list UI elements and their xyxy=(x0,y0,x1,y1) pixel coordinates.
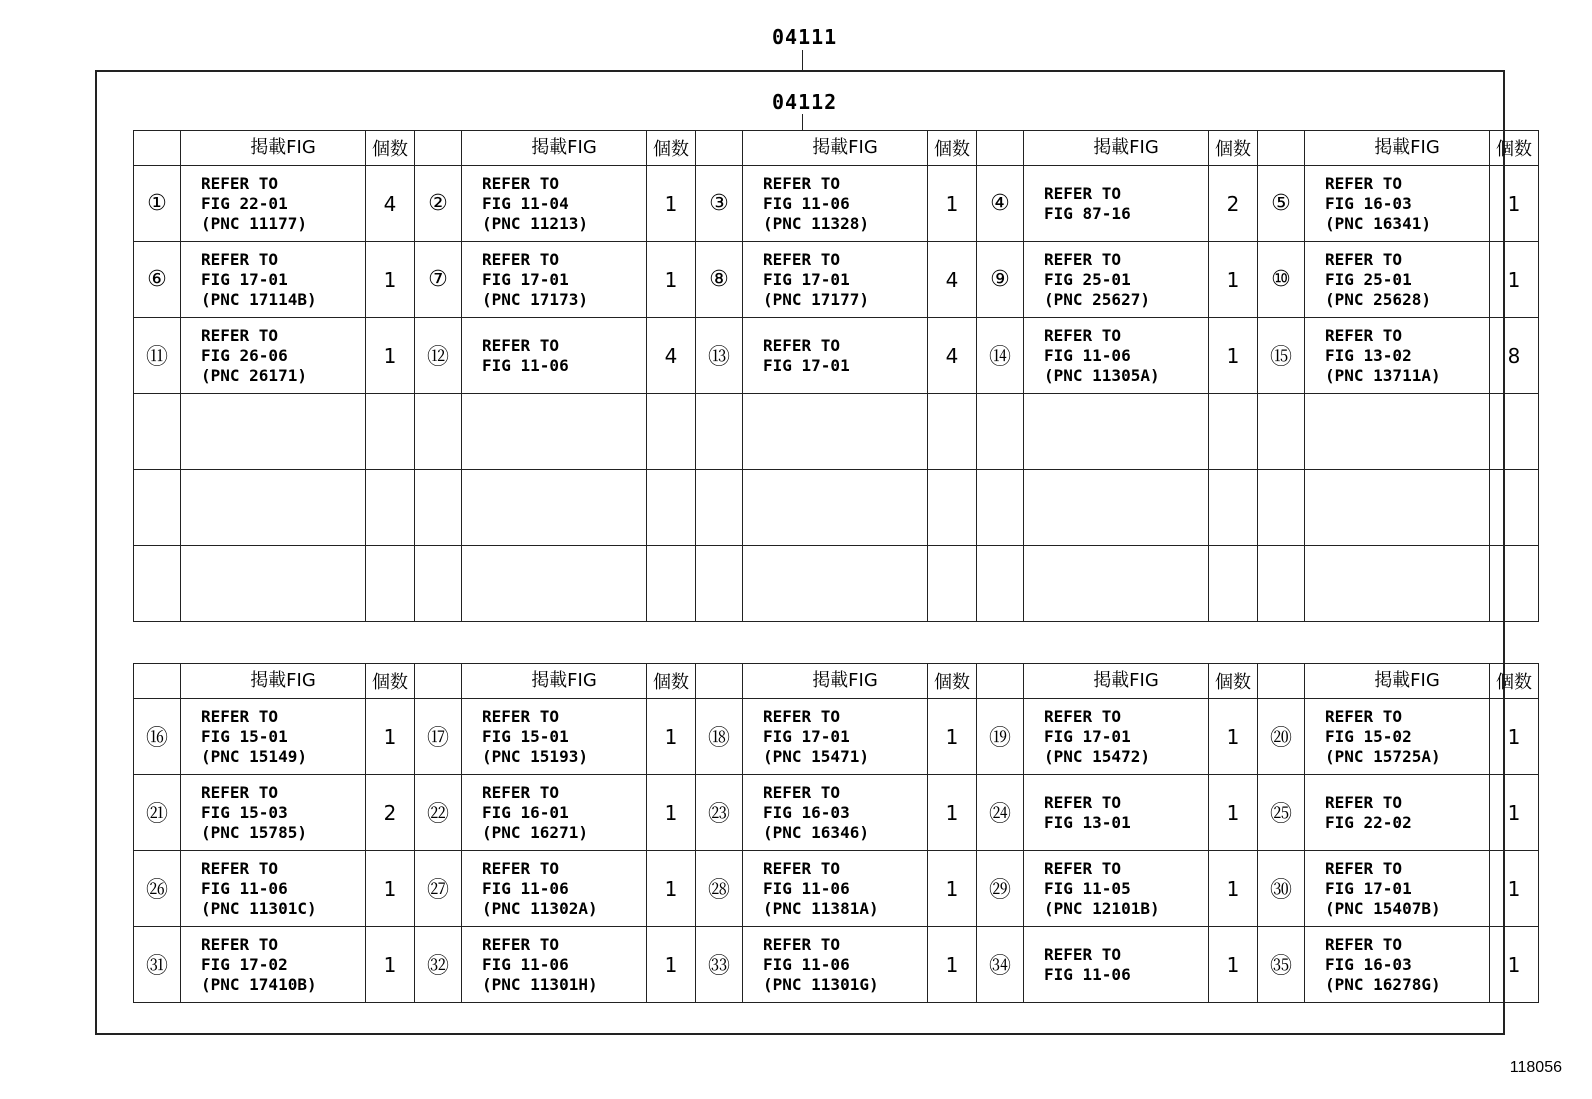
quantity: 1 xyxy=(1490,851,1539,927)
header-fig: 掲載FIG xyxy=(743,131,928,166)
quantity: 1 xyxy=(366,699,415,775)
figure-reference[interactable] xyxy=(1305,927,1490,1003)
header-num-cell xyxy=(1258,664,1305,699)
header-qty: 個数 xyxy=(1490,131,1539,166)
figure-reference-line: REFER TO xyxy=(201,934,279,954)
parts-reference-table-1 xyxy=(133,130,1539,622)
empty-cell xyxy=(647,470,696,546)
callout-number: ㉜ xyxy=(415,927,462,1003)
figure-reference-line: FIG 15-03 xyxy=(201,802,288,822)
figure-reference[interactable] xyxy=(743,927,928,1003)
quantity: 4 xyxy=(928,242,977,318)
header-qty: 個数 xyxy=(928,664,977,699)
header-qty: 個数 xyxy=(647,131,696,166)
empty-cell xyxy=(462,470,647,546)
figure-reference-line: (PNC 11302A) xyxy=(482,898,598,918)
empty-row xyxy=(134,546,1539,622)
header-num-cell xyxy=(134,131,181,166)
figure-reference-line: REFER TO xyxy=(763,858,841,878)
figure-reference-line: (PNC 25628) xyxy=(1325,289,1431,309)
callout-number: ⑤ xyxy=(1258,166,1305,242)
figure-reference-line: FIG 11-06 xyxy=(482,878,569,898)
quantity: 2 xyxy=(366,775,415,851)
figure-reference-line: REFER TO xyxy=(763,782,841,802)
figure-reference-line: REFER TO xyxy=(482,335,560,355)
figure-reference-line: FIG 13-01 xyxy=(1044,812,1131,832)
figure-reference[interactable] xyxy=(743,699,928,775)
empty-cell xyxy=(366,394,415,470)
figure-reference[interactable] xyxy=(181,318,366,394)
header-qty: 個数 xyxy=(647,664,696,699)
header-qty: 個数 xyxy=(366,664,415,699)
callout-number: ① xyxy=(134,166,181,242)
figure-reference-line: REFER TO xyxy=(1325,325,1403,345)
figure-reference-line: REFER TO xyxy=(1044,325,1122,345)
figure-reference-line: (PNC 26171) xyxy=(201,365,307,385)
figure-reference-line: (PNC 17177) xyxy=(763,289,869,309)
callout-number: ㉖ xyxy=(134,851,181,927)
figure-reference-line: REFER TO xyxy=(201,782,279,802)
figure-reference-line: FIG 17-01 xyxy=(763,726,850,746)
empty-cell xyxy=(134,394,181,470)
empty-cell xyxy=(415,470,462,546)
figure-reference-line: (PNC 15785) xyxy=(201,822,307,842)
header-qty: 個数 xyxy=(1490,664,1539,699)
quantity: 8 xyxy=(1490,318,1539,394)
figure-reference[interactable] xyxy=(462,242,647,318)
header-fig: 掲載FIG xyxy=(462,131,647,166)
callout-number: ㉚ xyxy=(1258,851,1305,927)
quantity: 1 xyxy=(1490,242,1539,318)
table-row xyxy=(134,851,1539,927)
figure-reference-line: (PNC 13711A) xyxy=(1325,365,1441,385)
quantity: 1 xyxy=(366,927,415,1003)
empty-cell xyxy=(1490,394,1539,470)
figure-reference-line: REFER TO xyxy=(1044,944,1122,964)
header-fig: 掲載FIG xyxy=(462,664,647,699)
figure-reference-line: FIG 22-02 xyxy=(1325,812,1412,832)
callout-number: ⑪ xyxy=(134,318,181,394)
empty-cell xyxy=(181,394,366,470)
callout-number: ㉔ xyxy=(977,775,1024,851)
quantity: 1 xyxy=(928,166,977,242)
figure-reference[interactable] xyxy=(1305,166,1490,242)
empty-cell xyxy=(1258,546,1305,622)
callout-number: ⑰ xyxy=(415,699,462,775)
figure-reference[interactable] xyxy=(181,166,366,242)
table-row xyxy=(134,927,1539,1003)
empty-cell xyxy=(1209,546,1258,622)
figure-reference-line: (PNC 16278G) xyxy=(1325,974,1441,994)
empty-cell xyxy=(1490,546,1539,622)
quantity: 1 xyxy=(366,851,415,927)
header-num-cell xyxy=(696,664,743,699)
figure-reference-line: REFER TO xyxy=(1325,934,1403,954)
empty-cell xyxy=(1209,394,1258,470)
figure-reference[interactable] xyxy=(462,851,647,927)
callout-number: ㉒ xyxy=(415,775,462,851)
figure-reference-line: (PNC 17410B) xyxy=(201,974,317,994)
quantity: 1 xyxy=(1209,927,1258,1003)
figure-reference-line: FIG 11-06 xyxy=(1044,964,1131,984)
inner-leader-line xyxy=(802,114,803,130)
quantity: 1 xyxy=(1490,927,1539,1003)
callout-number: ㉗ xyxy=(415,851,462,927)
figure-reference-line: (PNC 11213) xyxy=(482,213,588,233)
callout-number: ⑳ xyxy=(1258,699,1305,775)
figure-reference-line: (PNC 17114B) xyxy=(201,289,317,309)
figure-reference-line: REFER TO xyxy=(482,249,560,269)
figure-reference-line: FIG 17-01 xyxy=(763,355,850,375)
figure-reference-line: (PNC 15407B) xyxy=(1325,898,1441,918)
figure-reference[interactable] xyxy=(1305,775,1490,851)
figure-reference[interactable] xyxy=(1024,775,1209,851)
figure-reference[interactable] xyxy=(462,699,647,775)
figure-reference-line: (PNC 11381A) xyxy=(763,898,879,918)
callout-number: ⑱ xyxy=(696,699,743,775)
table-row xyxy=(134,775,1539,851)
figure-reference-line: REFER TO xyxy=(201,249,279,269)
figure-reference-line: (PNC 16346) xyxy=(763,822,869,842)
header-qty: 個数 xyxy=(366,131,415,166)
figure-reference-line: FIG 16-03 xyxy=(763,802,850,822)
callout-number: ⑦ xyxy=(415,242,462,318)
figure-reference[interactable] xyxy=(743,775,928,851)
empty-cell xyxy=(1305,546,1490,622)
figure-reference-line: FIG 17-01 xyxy=(482,269,569,289)
figure-reference-line: REFER TO xyxy=(1044,792,1122,812)
figure-reference[interactable] xyxy=(1024,318,1209,394)
quantity: 4 xyxy=(647,318,696,394)
header-fig: 掲載FIG xyxy=(181,131,366,166)
empty-cell xyxy=(1305,394,1490,470)
quantity: 4 xyxy=(928,318,977,394)
figure-reference-line: (PNC 11328) xyxy=(763,213,869,233)
callout-number: ③ xyxy=(696,166,743,242)
figure-reference-line: REFER TO xyxy=(1044,183,1122,203)
quantity: 1 xyxy=(647,166,696,242)
figure-reference[interactable] xyxy=(1305,242,1490,318)
quantity: 1 xyxy=(928,851,977,927)
figure-reference[interactable] xyxy=(743,242,928,318)
figure-reference-line: FIG 13-02 xyxy=(1325,345,1412,365)
header-row xyxy=(134,131,1539,166)
empty-cell xyxy=(1305,470,1490,546)
quantity: 1 xyxy=(1209,242,1258,318)
empty-cell xyxy=(743,546,928,622)
quantity: 1 xyxy=(1209,851,1258,927)
empty-cell xyxy=(977,394,1024,470)
figure-reference-line: FIG 11-05 xyxy=(1044,878,1131,898)
empty-cell xyxy=(928,546,977,622)
figure-reference[interactable] xyxy=(181,699,366,775)
figure-reference-line: REFER TO xyxy=(1325,706,1403,726)
empty-cell xyxy=(977,546,1024,622)
figure-reference[interactable] xyxy=(743,166,928,242)
figure-reference-line: REFER TO xyxy=(1325,173,1403,193)
empty-cell xyxy=(696,470,743,546)
figure-reference[interactable] xyxy=(743,318,928,394)
figure-reference-line: FIG 26-06 xyxy=(201,345,288,365)
empty-cell xyxy=(134,470,181,546)
empty-cell xyxy=(743,470,928,546)
figure-reference-line: (PNC 12101B) xyxy=(1044,898,1160,918)
callout-number: ㉓ xyxy=(696,775,743,851)
figure-reference-line: FIG 16-03 xyxy=(1325,193,1412,213)
figure-reference-line: FIG 25-01 xyxy=(1044,269,1131,289)
header-num-cell xyxy=(977,131,1024,166)
figure-reference-line: FIG 11-06 xyxy=(1044,345,1131,365)
inner-assembly-label: 04112 xyxy=(772,90,838,114)
header-fig: 掲載FIG xyxy=(1024,131,1209,166)
header-num-cell xyxy=(696,131,743,166)
figure-reference-line: REFER TO xyxy=(482,782,560,802)
figure-reference-line: FIG 15-02 xyxy=(1325,726,1412,746)
illustration-id: 118056 xyxy=(1509,1059,1562,1076)
figure-reference-line: FIG 11-06 xyxy=(763,193,850,213)
quantity: 4 xyxy=(366,166,415,242)
header-fig: 掲載FIG xyxy=(181,664,366,699)
empty-cell xyxy=(1024,546,1209,622)
empty-cell xyxy=(415,394,462,470)
figure-reference-line: FIG 11-06 xyxy=(201,878,288,898)
figure-reference-line: REFER TO xyxy=(482,173,560,193)
figure-reference-line: (PNC 15471) xyxy=(763,746,869,766)
quantity: 1 xyxy=(1490,775,1539,851)
figure-reference-line: REFER TO xyxy=(201,858,279,878)
figure-reference-line: FIG 22-01 xyxy=(201,193,288,213)
header-fig: 掲載FIG xyxy=(1305,131,1490,166)
figure-reference-line: (PNC 17173) xyxy=(482,289,588,309)
figure-reference-line: FIG 17-01 xyxy=(1044,726,1131,746)
empty-cell xyxy=(696,394,743,470)
header-num-cell xyxy=(134,664,181,699)
figure-reference-line: FIG 11-06 xyxy=(763,954,850,974)
table-row xyxy=(134,166,1539,242)
empty-cell xyxy=(743,394,928,470)
figure-reference-line: REFER TO xyxy=(482,934,560,954)
header-qty: 個数 xyxy=(928,131,977,166)
figure-reference-line: FIG 11-04 xyxy=(482,193,569,213)
figure-reference[interactable] xyxy=(462,927,647,1003)
empty-cell xyxy=(1258,394,1305,470)
figure-reference-line: FIG 11-06 xyxy=(763,878,850,898)
figure-reference[interactable] xyxy=(743,851,928,927)
header-row xyxy=(134,664,1539,699)
parts-reference-table-2 xyxy=(133,663,1539,1003)
figure-reference-line: REFER TO xyxy=(201,706,279,726)
header-fig: 掲載FIG xyxy=(1024,664,1209,699)
figure-reference-line: REFER TO xyxy=(1325,858,1403,878)
empty-row xyxy=(134,394,1539,470)
figure-reference[interactable] xyxy=(462,775,647,851)
quantity: 1 xyxy=(1209,699,1258,775)
callout-number: ⑨ xyxy=(977,242,1024,318)
table-row xyxy=(134,242,1539,318)
figure-reference-line: (PNC 11301G) xyxy=(763,974,879,994)
figure-reference-line: (PNC 15149) xyxy=(201,746,307,766)
empty-cell xyxy=(366,470,415,546)
figure-reference-line: REFER TO xyxy=(1044,706,1122,726)
figure-reference-line: FIG 17-01 xyxy=(763,269,850,289)
empty-cell xyxy=(134,546,181,622)
figure-reference-line: REFER TO xyxy=(763,934,841,954)
table-row xyxy=(134,318,1539,394)
quantity: 1 xyxy=(1209,318,1258,394)
quantity: 1 xyxy=(1490,699,1539,775)
quantity: 1 xyxy=(928,775,977,851)
callout-number: ⑲ xyxy=(977,699,1024,775)
callout-number: ㉕ xyxy=(1258,775,1305,851)
quantity: 1 xyxy=(366,242,415,318)
header-qty: 個数 xyxy=(1209,664,1258,699)
figure-reference[interactable] xyxy=(1305,699,1490,775)
callout-number: ⑬ xyxy=(696,318,743,394)
figure-reference[interactable] xyxy=(462,166,647,242)
empty-row xyxy=(134,470,1539,546)
figure-reference-line: (PNC 11305A) xyxy=(1044,365,1160,385)
callout-number: ㉛ xyxy=(134,927,181,1003)
figure-reference-line: REFER TO xyxy=(1044,249,1122,269)
header-num-cell xyxy=(415,131,462,166)
callout-number: ⑭ xyxy=(977,318,1024,394)
empty-cell xyxy=(181,546,366,622)
empty-cell xyxy=(462,546,647,622)
figure-reference-line: FIG 15-01 xyxy=(482,726,569,746)
figure-reference-line: (PNC 11301H) xyxy=(482,974,598,994)
figure-reference-line: (PNC 15725A) xyxy=(1325,746,1441,766)
figure-reference-line: (PNC 15193) xyxy=(482,746,588,766)
header-fig: 掲載FIG xyxy=(1305,664,1490,699)
figure-reference-line: FIG 17-01 xyxy=(1325,878,1412,898)
quantity: 1 xyxy=(366,318,415,394)
figure-reference[interactable] xyxy=(1024,699,1209,775)
quantity: 1 xyxy=(647,851,696,927)
callout-number: ㉙ xyxy=(977,851,1024,927)
header-qty: 個数 xyxy=(1209,131,1258,166)
figure-reference[interactable] xyxy=(181,775,366,851)
figure-reference-line: (PNC 16271) xyxy=(482,822,588,842)
outer-leader-line xyxy=(802,50,803,70)
figure-reference-line: FIG 11-06 xyxy=(482,355,569,375)
quantity: 1 xyxy=(647,775,696,851)
figure-reference-line: REFER TO xyxy=(763,335,841,355)
quantity: 1 xyxy=(928,699,977,775)
empty-cell xyxy=(928,470,977,546)
empty-cell xyxy=(977,470,1024,546)
empty-cell xyxy=(1490,470,1539,546)
figure-reference[interactable] xyxy=(462,318,647,394)
empty-cell xyxy=(1209,470,1258,546)
figure-reference-line: FIG 17-02 xyxy=(201,954,288,974)
figure-reference-line: FIG 17-01 xyxy=(201,269,288,289)
quantity: 1 xyxy=(1209,775,1258,851)
empty-cell xyxy=(647,394,696,470)
figure-reference[interactable] xyxy=(181,242,366,318)
outer-assembly-label: 04111 xyxy=(772,25,838,49)
figure-reference-line: REFER TO xyxy=(201,173,279,193)
figure-reference[interactable] xyxy=(1305,318,1490,394)
callout-number: ㉞ xyxy=(977,927,1024,1003)
quantity: 1 xyxy=(647,242,696,318)
figure-reference[interactable] xyxy=(1024,927,1209,1003)
figure-reference-line: (PNC 25627) xyxy=(1044,289,1150,309)
quantity: 1 xyxy=(647,927,696,1003)
empty-cell xyxy=(696,546,743,622)
figure-reference-line: REFER TO xyxy=(1325,249,1403,269)
empty-cell xyxy=(928,394,977,470)
header-fig: 掲載FIG xyxy=(743,664,928,699)
callout-number: ⑧ xyxy=(696,242,743,318)
figure-reference[interactable] xyxy=(1024,242,1209,318)
header-num-cell xyxy=(1258,131,1305,166)
figure-reference-line: FIG 87-16 xyxy=(1044,203,1131,223)
empty-cell xyxy=(647,546,696,622)
callout-number: ⑩ xyxy=(1258,242,1305,318)
callout-number: ㉑ xyxy=(134,775,181,851)
figure-reference-line: (PNC 16341) xyxy=(1325,213,1431,233)
quantity: 1 xyxy=(1490,166,1539,242)
empty-cell xyxy=(415,546,462,622)
callout-number: ② xyxy=(415,166,462,242)
figure-reference-line: (PNC 11301C) xyxy=(201,898,317,918)
callout-number: ⑮ xyxy=(1258,318,1305,394)
figure-reference-line: FIG 11-06 xyxy=(482,954,569,974)
figure-reference-line: REFER TO xyxy=(763,249,841,269)
empty-cell xyxy=(1024,394,1209,470)
figure-reference-line: REFER TO xyxy=(1044,858,1122,878)
figure-reference-line: REFER TO xyxy=(482,706,560,726)
figure-reference-line: REFER TO xyxy=(1325,792,1403,812)
figure-reference-line: (PNC 15472) xyxy=(1044,746,1150,766)
figure-reference-line: FIG 15-01 xyxy=(201,726,288,746)
quantity: 1 xyxy=(647,699,696,775)
quantity: 1 xyxy=(928,927,977,1003)
callout-number: ㉟ xyxy=(1258,927,1305,1003)
callout-number: ㉘ xyxy=(696,851,743,927)
empty-cell xyxy=(181,470,366,546)
figure-reference-line: REFER TO xyxy=(482,858,560,878)
figure-reference[interactable] xyxy=(1024,851,1209,927)
figure-reference[interactable] xyxy=(1305,851,1490,927)
callout-number: ㉝ xyxy=(696,927,743,1003)
callout-number: ⑯ xyxy=(134,699,181,775)
figure-reference-line: REFER TO xyxy=(201,325,279,345)
figure-reference-line: REFER TO xyxy=(763,706,841,726)
figure-reference-line: FIG 16-03 xyxy=(1325,954,1412,974)
figure-reference[interactable] xyxy=(1024,166,1209,242)
table-row xyxy=(134,699,1539,775)
figure-reference-line: (PNC 11177) xyxy=(201,213,307,233)
quantity: 2 xyxy=(1209,166,1258,242)
figure-reference[interactable] xyxy=(181,851,366,927)
empty-cell xyxy=(462,394,647,470)
callout-number: ④ xyxy=(977,166,1024,242)
header-num-cell xyxy=(415,664,462,699)
empty-cell xyxy=(366,546,415,622)
empty-cell xyxy=(1024,470,1209,546)
figure-reference-line: FIG 25-01 xyxy=(1325,269,1412,289)
figure-reference[interactable] xyxy=(181,927,366,1003)
figure-reference-line: REFER TO xyxy=(763,173,841,193)
callout-number: ⑫ xyxy=(415,318,462,394)
header-num-cell xyxy=(977,664,1024,699)
figure-reference-line: FIG 16-01 xyxy=(482,802,569,822)
empty-cell xyxy=(1258,470,1305,546)
callout-number: ⑥ xyxy=(134,242,181,318)
